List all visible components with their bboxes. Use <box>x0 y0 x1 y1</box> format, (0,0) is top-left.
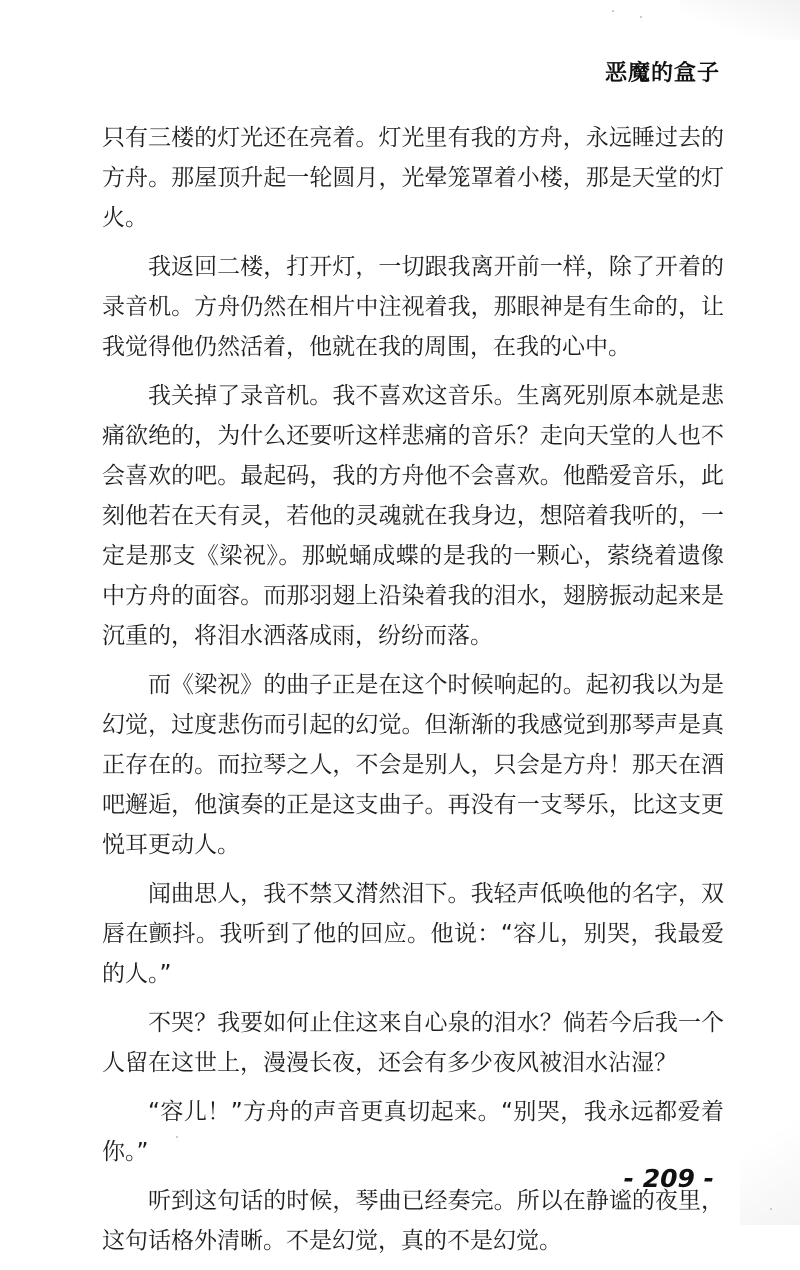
chapter-body <box>102 118 724 1270</box>
scan-corner-shadow <box>680 0 800 40</box>
scan-speck <box>176 1136 178 1138</box>
paragraph-7: “容儿！”方舟的声音更真切起来。“别哭，我永远都爱着你。” <box>102 1099 724 1165</box>
paragraph-8: 听到这句话的时候，琴曲已经奏完。所以在静谧的夜里，这句话格外清晰。不是幻觉，真的不是幻觉。 <box>102 1188 724 1254</box>
running-header-title: 恶魔的盒子 <box>604 61 720 86</box>
paragraph-4: 而《梁祝》的曲子正是在这个时候响起的。起初我以为是幻觉，过度悲伤而引起的幻觉。但渐渐的我感觉到那琴声是真正存在的。而拉琴之人，不会是别人，只会是方舟！那天在酒吧邂逅，他演奏的正是这支曲子。再没有一支琴乐，比这支更悦耳更动人。 <box>102 672 724 858</box>
paragraph-1: 只有三楼的灯光还在亮着。灯光里有我的方舟，永远睡过去的方舟。那屋顶升起一轮圆月，光晕笼罩着小楼，那是天堂的灯火。 <box>102 125 724 231</box>
scan-speck <box>612 10 614 12</box>
scan-edge-shadow <box>740 1105 800 1225</box>
scan-speck <box>770 1208 772 1210</box>
paragraph-3: 我关掉了录音机。我不喜欢这音乐。生离死别原本就是悲痛欲绝的，为什么还要听这样悲痛的音乐？走向天堂的人也不会喜欢的吧。最起码，我的方舟他不会喜欢。他酷爱音乐，此刻他若在天有灵，若他的灵魂就在我身边，想陪着我听的，一定是那支《梁祝》。那蜕蛹成蝶的是我的一颗心，萦绕着遗像中方舟的面容。而那羽翅上沿染着我的泪水，翅膀振动起来是沉重的，将泪水洒落成雨，纷纷而落。 <box>102 383 724 649</box>
paragraph-2: 我返回二楼，打开灯，一切跟我离开前一样，除了开着的录音机。方舟仍然在相片中注视着我，那眼神是有生命的，让我觉得他仍然活着，他就在我的周围，在我的心中。 <box>102 254 724 360</box>
paragraph-6: 不哭？我要如何止住这来自心泉的泪水？倘若今后我一个人留在这世上，漫漫长夜，还会有多少夜风被泪水沾湿？ <box>102 1010 724 1076</box>
page-number: - 209 - <box>623 1164 714 1193</box>
scan-speck <box>640 16 642 18</box>
paragraph-5: 闻曲思人，我不禁又潸然泪下。我轻声低唤他的名字，双唇在颤抖。我听到了他的回应。他说：“容儿，别哭，我最爱的人。” <box>102 881 724 987</box>
